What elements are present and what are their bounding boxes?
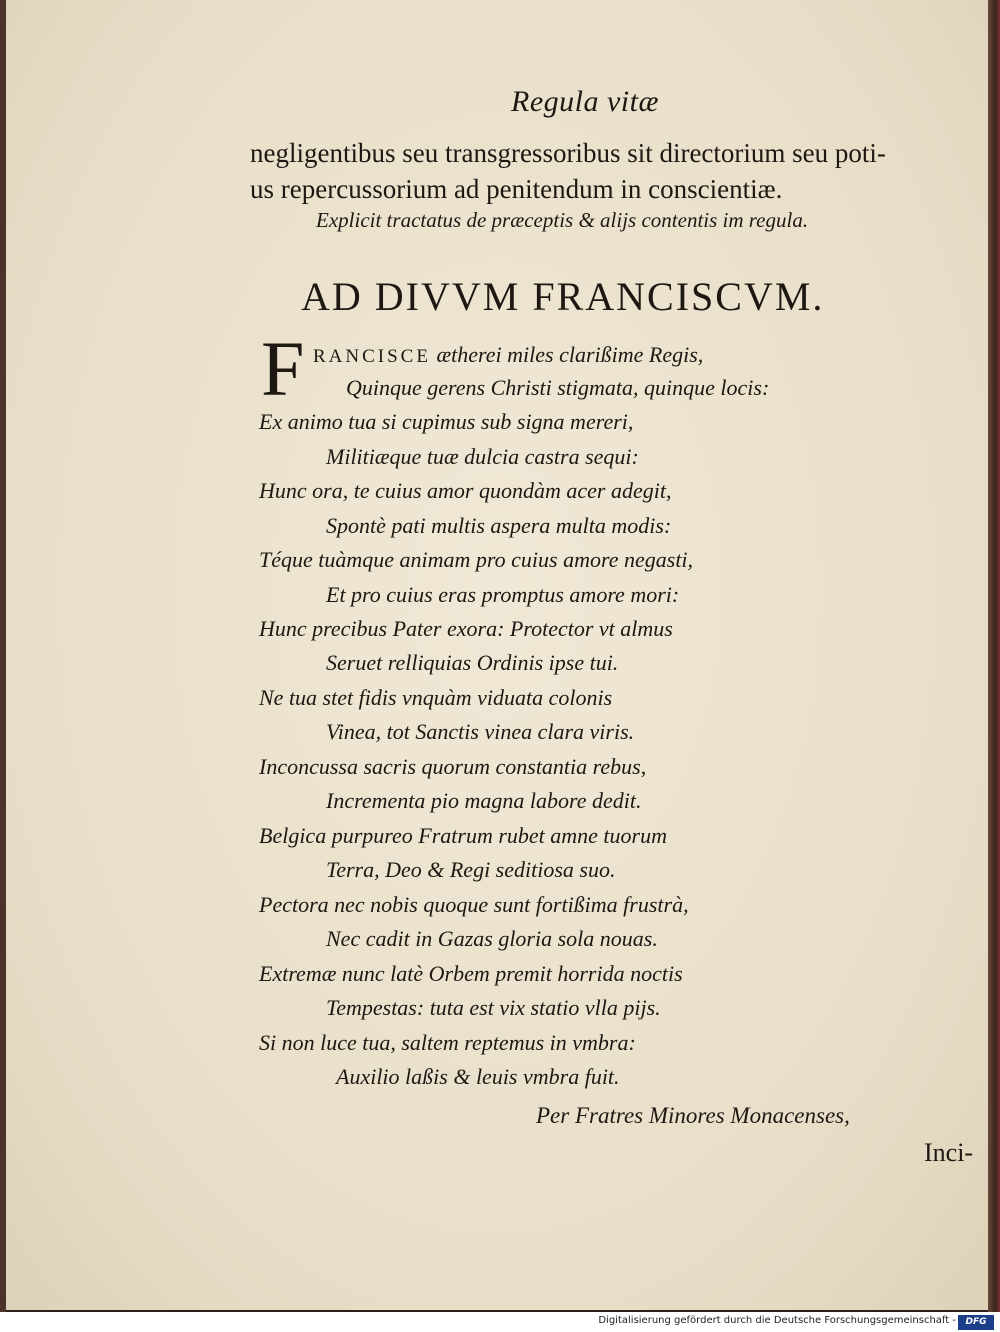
poem-line: Nec cadit in Gazas gloria sola nouas. — [326, 926, 658, 951]
poem-line: Téque tuàmque animam pro cuius amore negasti, — [259, 547, 694, 572]
poem-line: Tempestas: tuta est vix statio vlla pijs. — [326, 995, 661, 1020]
poem-line: Auxilio laßis & leuis vmbra fuit. — [336, 1064, 620, 1089]
poem-line: Inconcussa sacris quorum constantia rebus, — [259, 754, 647, 779]
drop-capital: F — [261, 325, 305, 412]
dfg-logo: DFG — [958, 1315, 994, 1330]
first-word-caps: RANCISCE — [313, 346, 431, 367]
prose-line: us repercussorium ad penitendum in conscientiæ. — [250, 174, 783, 204]
poem-line: Belgica purpureo Fratrum rubet amne tuorum — [259, 823, 667, 848]
poem-line: Terra, Deo & Regi seditiosa suo. — [326, 857, 616, 882]
first-line-rest: ætherei miles clarißime Regis, — [430, 342, 704, 367]
poem-line: Et pro cuius eras promptus amore mori: — [326, 582, 680, 607]
funding-notice: Digitalisierung gefördert durch die Deutsche Forschungsgemeinschaft - — [598, 1315, 956, 1326]
prose-line: negligentibus seu transgressoribus sit directorium seu poti- — [250, 138, 886, 168]
signature-line: Per Fratres Minores Monacenses, — [536, 1103, 850, 1128]
page-right-edge — [988, 0, 1000, 1312]
poem-line: Quinque gerens Christi stigmata, quinque locis: — [346, 375, 770, 400]
book-page — [6, 0, 988, 1310]
poem-line: Militiæque tuæ dulcia castra sequi: — [326, 444, 639, 469]
poem-line: Ne tua stet fidis vnquàm viduata colonis — [259, 685, 613, 710]
catchword: Inci- — [924, 1138, 974, 1167]
poem-line: Hunc precibus Pater exora: Protector vt almus — [259, 616, 673, 641]
prose-block — [250, 135, 970, 207]
poem-line: Pectora nec nobis quoque sunt fortißima frustrà, — [259, 892, 689, 917]
poem-line: Hunc ora, te cuius amor quondàm acer adegit, — [259, 478, 672, 503]
poem-line-1 — [313, 340, 703, 372]
poem-heading: AD DIVVM FRANCISCVM. — [301, 274, 825, 319]
poem-line: Seruet relliquias Ordinis ipse tui. — [326, 650, 619, 675]
poem-line: Vinea, tot Sanctis vinea clara viris. — [326, 719, 635, 744]
poem-line: Si non luce tua, saltem reptemus in vmbra: — [259, 1030, 636, 1055]
poem-line: Incrementa pio magna labore dedit. — [326, 788, 642, 813]
poem-line: Spontè pati multis aspera multa modis: — [326, 513, 672, 538]
poem-line: Extremæ nunc latè Orbem premit horrida noctis — [259, 961, 683, 986]
running-head: Regula vitæ — [511, 85, 659, 118]
explicit-line: Explicit tractatus de præceptis & alijs contentis im regula. — [316, 208, 809, 232]
footer-bar — [0, 1312, 1000, 1332]
poem-line: Ex animo tua si cupimus sub signa mereri, — [259, 409, 634, 434]
